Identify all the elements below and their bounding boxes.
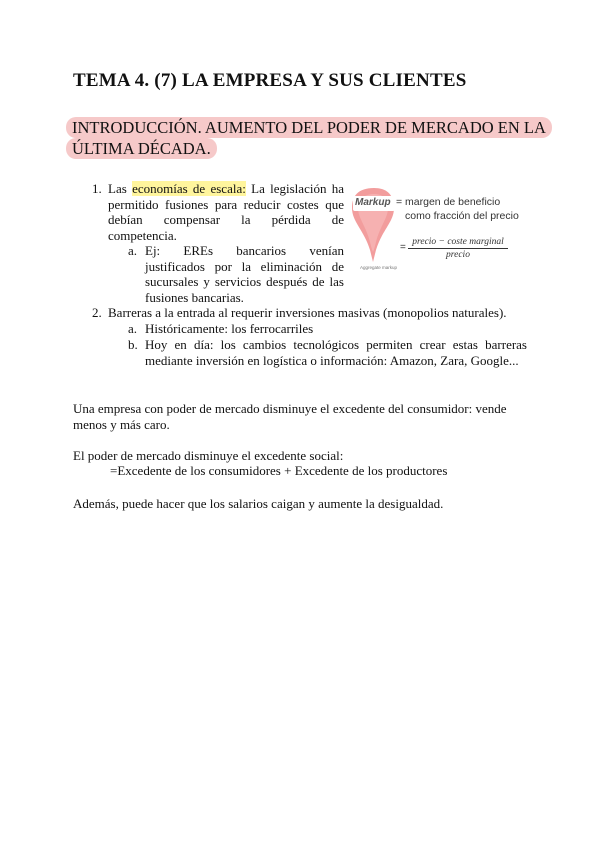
list-marker-2b: b. [128,337,138,352]
markup-numerator: precio − coste marginal [408,236,508,249]
paragraph-consumer-surplus: Una empresa con poder de mercado disminuye el excedente del consumidor: vende menos y más caro. [73,401,507,432]
markup-caption: Aggregate markup [360,265,398,270]
list-item-1 [108,181,344,243]
markup-label: Markup [355,197,391,208]
markup-equals: = [400,242,406,253]
list-marker-2a: a. [128,321,138,336]
page-title: TEMA 4. (7) LA EMPRESA Y SUS CLIENTES [73,70,467,91]
list-marker-1: 1. [92,181,102,196]
list-marker-1a: a. [128,243,138,258]
markup-denominator: precio [446,250,470,260]
markup-figure [352,186,522,274]
markup-definition-line2: como fracción del precio [405,210,519,222]
section-heading [66,117,546,159]
section-heading-text: INTRODUCCIÓN. AUMENTO DEL PODER DE MERCADO EN LA ÚLTIMA DÉCADA. [66,117,552,159]
list-item-1-text: La legislación ha permitido fusiones para reducir costes que debían compensar la pérdida de competencia. [108,181,344,243]
markup-definition-line1: = margen de beneficio [396,196,501,208]
list-marker-2: 2. [92,305,102,320]
list-item-2: Barreras a la entrada al requerir inversiones masivas (monopolios naturales). [108,305,507,320]
social-surplus-formula: =Excedente de los consumidores + Excedente de los productores [110,463,448,478]
paragraph-social-surplus: El poder de mercado disminuye el excedente social: [73,448,344,463]
list-item-2a: Históricamente: los ferrocarriles [145,321,314,336]
list-item-1a: Ej: EREs bancarios venían justificados por la eliminación de sucursales y servicios después de las fusiones bancarias. [145,243,344,305]
list-item-1-prefix: Las [108,181,127,196]
paragraph-wages-inequality: Además, puede hacer que los salarios caigan y aumente la desigualdad. [73,496,444,511]
economies-of-scale-highlight: economías de escala: [132,181,246,196]
list-item-2b: Hoy en día: los cambios tecnológicos permiten crear estas barreras mediante inversión en logística o información: Amazon, Zara, Google... [145,337,527,368]
